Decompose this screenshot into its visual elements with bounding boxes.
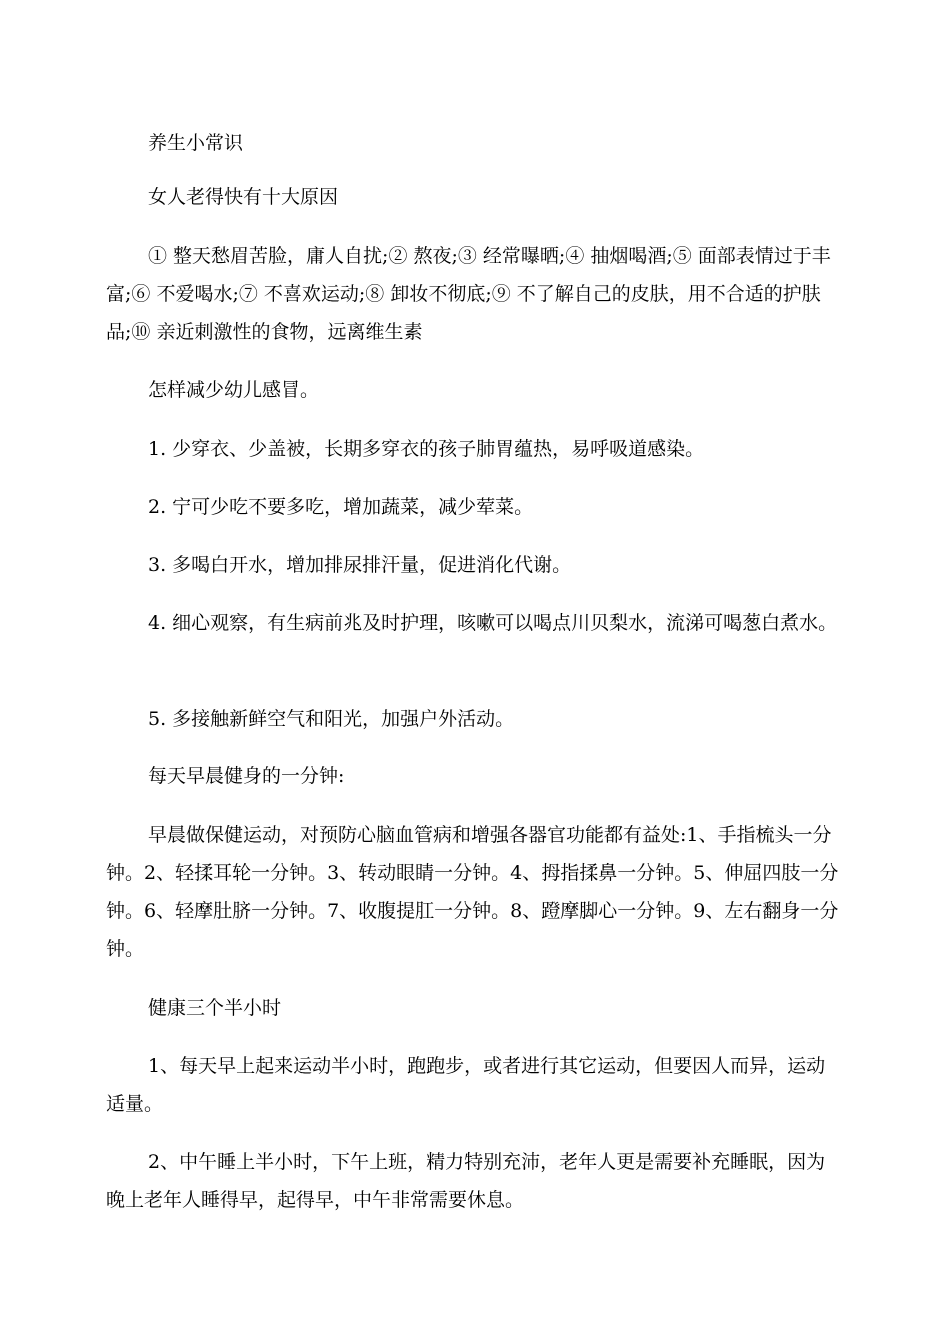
- cold-section-item: 4. 细心观察，有生病前兆及时护理，咳嗽可以喝点川贝梨水，流涕可喝葱白煮水。: [148, 612, 838, 634]
- cold-section-item: 2. 宁可少吃不要多吃，增加蔬菜，减少荤菜。: [148, 496, 534, 518]
- cold-section-heading: 怎样减少幼儿感冒。: [148, 379, 320, 401]
- morning-section-heading: 每天早晨健身的一分钟:: [148, 765, 345, 787]
- half-hour-section-item: 2、中午睡上半小时，下午上班，精力特别充沛，老年人更是需要补充睡眠，因为晚上老年人睡得早，起得早，中午非常需要休息。: [106, 1151, 826, 1211]
- half-hour-section-item: 1、每天早上起来运动半小时，跑跑步，或者进行其它运动，但要因人而异，运动适量。: [106, 1055, 826, 1115]
- cold-section-item: 3. 多喝白开水，增加排尿排汗量，促进消化代谢。: [148, 554, 572, 576]
- document-title: 养生小常识: [148, 132, 244, 154]
- morning-section-body: 早晨做保健运动，对预防心脑血管病和增强各器官功能都有益处:1、手指梳头一分钟。2、轻揉耳轮一分钟。3、转动眼睛一分钟。4、拇指揉鼻一分钟。5、伸屈四肢一分钟。6、轻摩肚脐一分钟。7、收腹提肛一分钟。8、蹬摩脚心一分钟。9、左右翻身一分钟。: [106, 824, 839, 960]
- aging-section-heading: 女人老得快有十大原因: [148, 186, 339, 208]
- cold-section-item: 1. 少穿衣、少盖被，长期多穿衣的孩子肺胃蕴热，易呼吸道感染。: [148, 438, 705, 460]
- half-hour-section-heading: 健康三个半小时: [148, 997, 282, 1019]
- cold-section-item: 5. 多接触新鲜空气和阳光，加强户外活动。: [148, 708, 515, 730]
- aging-section-body: ① 整天愁眉苦脸，庸人自扰;② 熬夜;③ 经常曝晒;④ 抽烟喝酒;⑤ 面部表情过于丰富;⑥ 不爱喝水;⑦ 不喜欢运动;⑧ 卸妆不彻底;⑨ 不了解自己的皮肤，用不合适的护肤品;⑩ 亲近刺激性的食物，远离维生素: [106, 245, 831, 343]
